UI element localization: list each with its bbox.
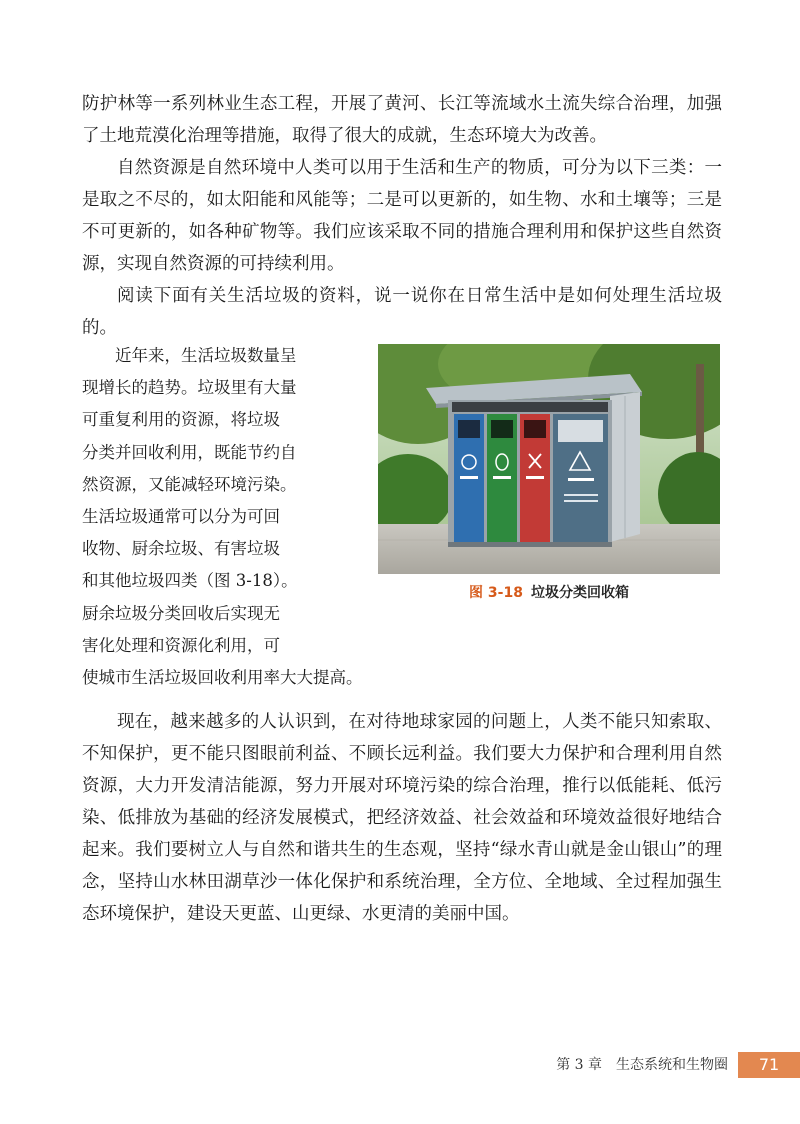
reading-line: 厨余垃圾分类回收后实现无 <box>82 603 280 623</box>
reading-line: 使城市生活垃圾回收利用率大大提高。 <box>82 668 363 688</box>
reading-line: 害化处理和资源化利用，可 <box>82 635 280 655</box>
figure-number: 图 3-18 <box>469 585 523 601</box>
sorting-bins-illustration <box>378 344 720 574</box>
chapter-number: 第 3 章 <box>556 1057 602 1073</box>
reading-line: 和其他垃圾四类（图 3-18）。 <box>82 571 298 591</box>
paragraph-4: 现在，越来越多的人认识到，在对待地球家园的问题上，人类不能只知索取、不知保护，更不能只图眼前利益、不顾长远利益。我们要大力保护和合理利用自然资源，大力开发清洁能源，努力开展对环境污染的综合治理，推行以低能耗、低污染、低排放为基础的经济发展模式，把经济效益、社会效益和环境效益很好地结合起来。我们要树立人与自然和谐共生的生态观，坚持“绿水青山就是金山银山”的理念，坚持山水林田湖草沙一体化保护和系统治理，全方位、全地域、全过程加强生态环境保护，建设天更蓝、山更绿、水更清的美丽中国。 <box>82 712 722 924</box>
chapter-title: 生态系统和生物圈 <box>616 1057 728 1073</box>
figure-title: 垃圾分类回收箱 <box>530 585 629 601</box>
figure-caption <box>378 582 720 602</box>
paragraph-2: 自然资源是自然环境中人类可以用于生活和生产的物质，可分为以下三类：一是取之不尽的，如太阳能和风能等；二是可以更新的，如生物、水和土壤等；三是不可更新的，如各种矿物等。我们应该采取不同的措施合理利用和保护这些自然资源，实现自然资源的可持续利用。 <box>82 158 722 274</box>
page-number: 71 <box>738 1052 800 1078</box>
bin-recyclable <box>454 414 484 542</box>
bin-kitchen-waste <box>487 414 517 542</box>
reading-line: 然资源，又能减轻环境污染。 <box>82 474 297 494</box>
reading-line: 收物、厨余垃圾、有害垃圾 <box>82 539 280 559</box>
bin-other-waste <box>553 414 608 542</box>
bin-hazardous <box>520 414 550 542</box>
reading-line: 分类并回收利用，既能节约自 <box>82 442 297 462</box>
figure-sorting-bins-photo <box>378 344 720 574</box>
reading-line: 近年来，生活垃圾数量呈 <box>115 346 297 365</box>
reading-line: 生活垃圾通常可以分为可回 <box>82 507 280 527</box>
reading-line: 现增长的趋势。垃圾里有大量 <box>82 378 297 398</box>
reading-material <box>82 340 363 694</box>
paragraph-3: 阅读下面有关生活垃圾的资料，说一说你在日常生活中是如何处理生活垃圾的。 <box>82 286 722 338</box>
paragraph-1: 防护林等一系列林业生态工程，开展了黄河、长江等流域水土流失综合治理，加强了土地荒漠化治理等措施，取得了很大的成就，生态环境大为改善。 <box>82 94 722 146</box>
reading-line: 可重复利用的资源，将垃圾 <box>82 410 280 430</box>
running-footer <box>518 1054 728 1074</box>
